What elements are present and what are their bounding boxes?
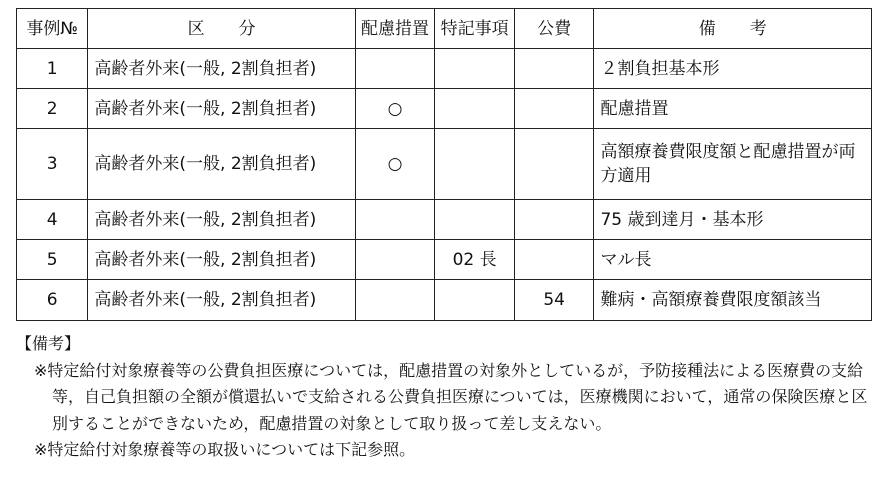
cell-case-no: 4 [17,200,88,240]
table-row [17,49,872,89]
table-row [17,200,872,240]
cell-special-notes: 02 長 [435,240,515,280]
cell-category: 高齢者外来(一般, 2割負担者) [88,200,355,240]
cell-case-no: 3 [17,129,88,200]
remarks-note: ※特定給付対象療養等の公費負担医療については，配慮措置の対象外としているが，予防接種法による医療費の支給等，自己負担額の全額が償還払いで支給される公費負担医療については，医療機関において，通常の保険医療と区別することができないため，配慮措置の対象として取り扱って差し支えない。 [34,360,868,433]
cell-public-expense [514,200,594,240]
table-row [17,129,872,200]
remarks-note: ※特定給付対象療養等の取扱いについては下記参照。 [34,440,416,459]
header-special-notes: 特記事項 [435,9,515,49]
cell-special-notes [435,280,515,321]
cell-consideration [355,200,435,240]
header-case-no: 事例№ [17,9,88,49]
cell-case-no: 6 [17,280,88,321]
cell-special-notes [435,200,515,240]
cell-remarks: 配慮措置 [594,89,872,129]
header-consideration: 配慮措置 [355,9,435,49]
cell-consideration: ○ [355,89,435,129]
cell-special-notes [435,89,515,129]
cell-category: 高齢者外来(一般, 2割負担者) [88,280,355,321]
cell-public-expense: 54 [514,280,594,321]
cell-case-no: 5 [17,240,88,280]
cell-remarks: 75 歳到達月・基本形 [594,200,872,240]
remarks-section [16,331,876,464]
cell-public-expense [514,240,594,280]
cell-public-expense [514,129,594,200]
cell-remarks: マル長 [594,240,872,280]
cell-consideration [355,280,435,321]
cell-category: 高齢者外来(一般, 2割負担者) [88,240,355,280]
header-public-expense: 公費 [514,9,594,49]
case-table [16,8,872,321]
cell-remarks: 高額療養費限度額と配慮措置が両方適用 [594,129,872,200]
cell-remarks: ２割負担基本形 [594,49,872,89]
cell-public-expense [514,49,594,89]
cell-category: 高齢者外来(一般, 2割負担者) [88,89,355,129]
cell-remarks: 難病・高額療養費限度額該当 [594,280,872,321]
table-row [17,280,872,321]
cell-case-no: 1 [17,49,88,89]
header-row [17,9,872,49]
cell-category: 高齢者外来(一般, 2割負担者) [88,49,355,89]
cell-consideration [355,49,435,89]
cell-consideration [355,240,435,280]
header-remarks: 備 考 [594,9,872,49]
cell-category: 高齢者外来(一般, 2割負担者) [88,129,355,200]
remarks-heading: 【備考】 [16,334,81,353]
cell-special-notes [435,49,515,89]
cell-case-no: 2 [17,89,88,129]
cell-special-notes [435,129,515,200]
table-row [17,89,872,129]
header-category: 区 分 [88,9,355,49]
cell-public-expense [514,89,594,129]
cell-consideration: ○ [355,129,435,200]
table-row [17,240,872,280]
